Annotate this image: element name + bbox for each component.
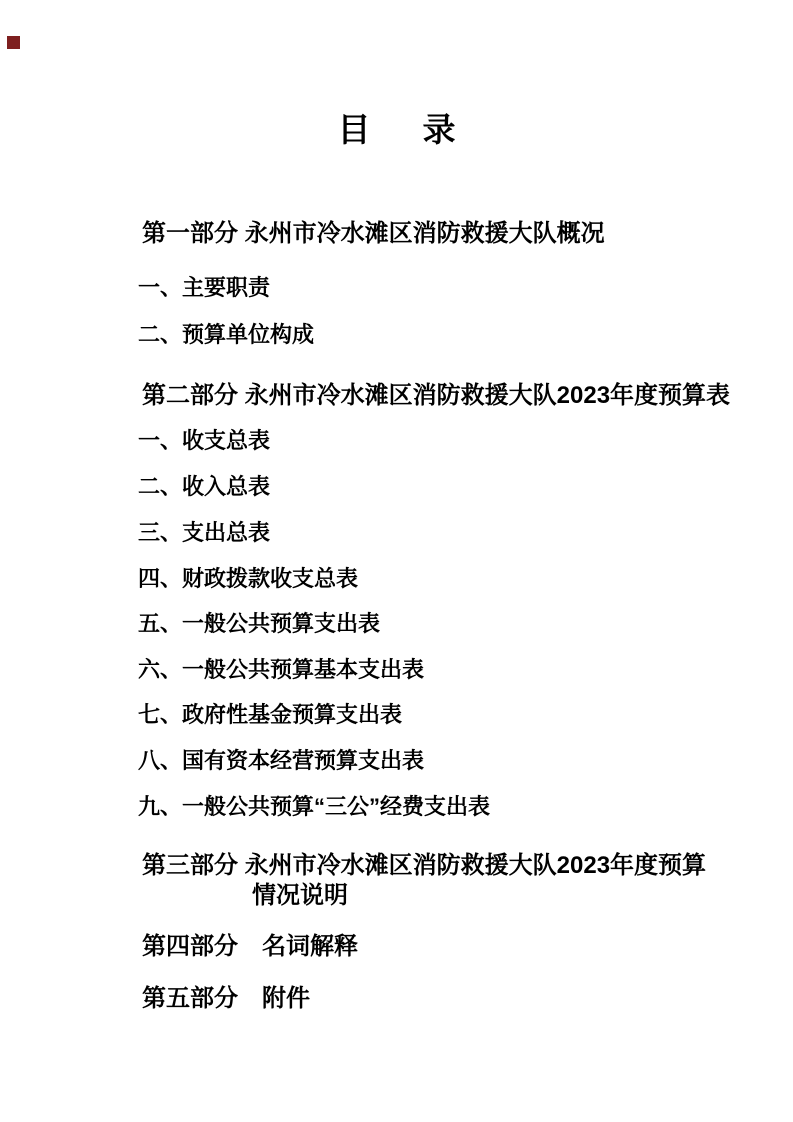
toc-item: 四、财政拨款收支总表 <box>138 566 359 591</box>
toc-part-heading <box>142 851 706 911</box>
toc-part-heading: 第五部分 附件 <box>142 985 310 1012</box>
toc-part-heading: 第一部分 永州市冷水滩区消防救援大队概况 <box>142 220 605 247</box>
toc-item: 七、政府性基金预算支出表 <box>138 702 403 727</box>
toc-item: 六、一般公共预算基本支出表 <box>138 657 425 682</box>
toc-item: 一、收支总表 <box>138 428 271 453</box>
toc-item: 八、国有资本经营预算支出表 <box>138 748 425 773</box>
toc-item: 二、预算单位构成 <box>138 322 315 347</box>
toc-part-heading: 第二部分 永州市冷水滩区消防救援大队2023年度预算表 <box>142 382 731 409</box>
toc-part-heading-line1: 第三部分 永州市冷水滩区消防救援大队2023年度预算 <box>142 852 707 879</box>
toc-item: 五、一般公共预算支出表 <box>138 611 381 636</box>
page-title-char-right: 录 <box>422 111 456 148</box>
toc-item: 二、收入总表 <box>138 474 271 499</box>
toc-item: 三、支出总表 <box>138 520 271 545</box>
toc-item: 一、主要职责 <box>138 275 271 300</box>
toc-item: 九、一般公共预算“三公”经费支出表 <box>138 794 491 819</box>
toc-part-heading-line2: 情况说明 <box>252 882 348 909</box>
toc-part-heading: 第四部分 名词解释 <box>142 933 358 960</box>
page-title-char-left: 目 <box>337 111 371 148</box>
